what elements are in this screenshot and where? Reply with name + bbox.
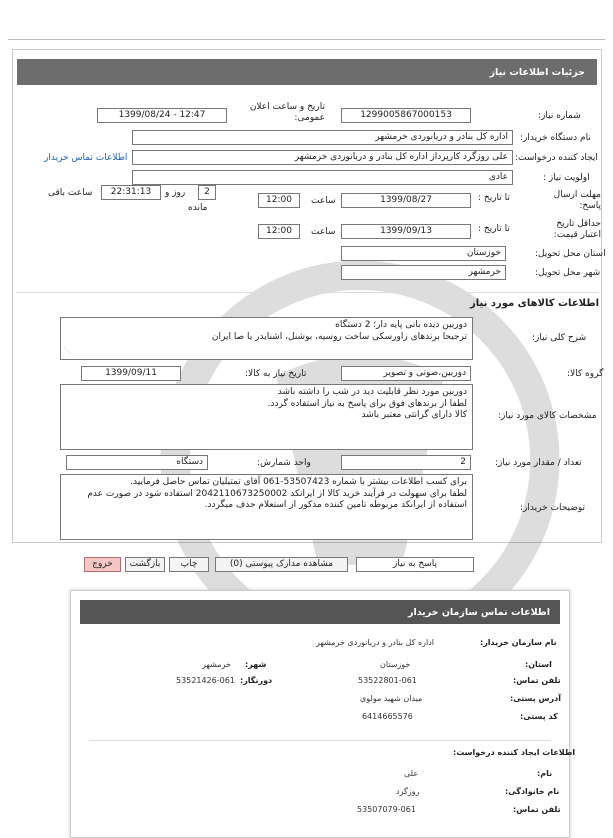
creator-last-name-label: نام خانوادگی:	[505, 787, 560, 796]
buyer-name-label: نام دستگاه خریدار:	[520, 133, 591, 143]
need-number-label: شماره نیاز:	[538, 111, 581, 121]
quantity-field: 2	[341, 455, 471, 470]
remaining-hours-label-top: ساعت باقی	[48, 188, 93, 198]
contact-phone-label: تلفن تماس:	[513, 676, 561, 685]
price-hour-label: ساعت	[311, 227, 336, 237]
print-button[interactable]: چاپ	[169, 557, 209, 572]
buyer-notes-line: استفاده از ایرانکد مربوطه تامین کننده مذکور از استعلام حذف میگردد.	[204, 500, 467, 510]
buyer-name-field: اداره کل بنادر و دریانوردی خرمشهر	[132, 130, 513, 145]
announce-field: 1399/08/24 - 12:47	[97, 108, 227, 123]
contact-address-value: میدان شهید مولوی	[360, 694, 423, 703]
top-divider	[8, 39, 605, 40]
buyer-notes-label: توضیحات خریدار:	[520, 503, 586, 513]
goods-group-label: گروه کالا:	[567, 369, 604, 379]
general-desc-line: دوربین دیده بانی پایه دار؛ 2 دستگاه	[335, 320, 467, 330]
priority-field: عادی	[132, 170, 513, 185]
contact-fax-label: دورنگار:	[240, 676, 273, 685]
remaining-days: 2	[198, 185, 216, 200]
attachments-button[interactable]: مشاهده مدارک پیوستی (0)	[215, 557, 348, 572]
specs-box	[60, 384, 473, 450]
contact-province-label: استان:	[525, 660, 552, 669]
general-desc-line: ترجیحا برندهای زاورسکی ساخت روسیه، بوشنل، اشنایدر یا صا ایران	[211, 331, 467, 342]
send-hour-label: ساعت	[311, 196, 336, 206]
contact-phone-value: 53522801-061	[358, 676, 417, 685]
buyer-notes-box	[60, 474, 473, 540]
page-title: جزئیات اطلاعات نیاز	[489, 67, 585, 78]
announce-label: تاریخ و ساعت اعلان عمومی:	[249, 102, 325, 123]
contact-postal-label: کد پستی:	[520, 712, 558, 721]
need-number-field: 1299005867000153	[341, 108, 471, 123]
contact-address-label: آدرس پستی:	[510, 694, 561, 703]
buyer-contact-card	[70, 590, 570, 838]
resize-grip-icon[interactable]: ⋰	[64, 346, 71, 355]
buyer-notes-line: برای کسب اطلاعات بیشتر با شماره 53507423-061 آقای تمتیلیان تماس حاصل فرمایید.	[130, 477, 467, 487]
org-name-value: اداره کل بنادر و دریانوردی خرمشهر	[316, 638, 435, 647]
province-field: خوزستان	[341, 246, 506, 261]
unit-field: دستگاه	[66, 455, 208, 470]
contact-card-title-bar	[80, 600, 560, 624]
general-desc-box	[60, 317, 473, 360]
remaining-hours-label-bottom: مانده	[188, 203, 208, 213]
send-deadline-date: 1399/08/27	[341, 193, 471, 208]
contact-fax-value: 53521426-061	[176, 676, 235, 685]
priority-label: اولویت نیاز :	[543, 173, 590, 183]
page-title-bar	[17, 59, 597, 85]
send-deadline-time: 12:00	[258, 193, 300, 208]
price-validity-date: 1399/09/13	[341, 224, 471, 239]
contact-city-label: شهر:	[245, 660, 267, 669]
quantity-label: تعداد / مقدار مورد نیاز:	[495, 458, 582, 468]
creator-phone-value: 53507079-061	[357, 805, 416, 814]
creator-first-name-label: نام:	[537, 769, 553, 778]
remaining-time: 22:31:13	[101, 185, 161, 200]
specs-line: دوربین مورد نظر قابلیت دید در شب را داشته باشد	[277, 387, 467, 397]
creator-first-name-value: علی	[404, 769, 419, 778]
send-until-label: تا تاریخ :	[478, 193, 510, 203]
province-label: استان محل تحویل:	[535, 249, 606, 259]
specs-label: مشخصات کالای مورد نیاز:	[498, 411, 597, 421]
send-deadline-label: مهلت ارسال پاسخ:	[553, 190, 601, 211]
creator-phone-label: تلفن تماس:	[513, 805, 561, 814]
city-label: شهر محل تحویل:	[535, 268, 601, 278]
back-button[interactable]: بازگشت	[125, 557, 165, 572]
goods-group-field: دوربین،صوتی و تصویر	[341, 366, 471, 381]
specs-line: کالا دارای گرانتی معتبر باشد	[361, 410, 467, 420]
contact-city-value: خرمشهر	[202, 660, 231, 669]
creator-field: علی روزگرد کارپرداز اداره کل بنادر و دریانوردی خرمشهر	[132, 150, 513, 165]
price-until-label: تا تاریخ :	[478, 224, 510, 234]
price-validity-time: 12:00	[258, 224, 300, 239]
buyer-notes-line: لطفا برای سهولت در فرآیند خرید کالا از ایرانکد 2042110673250002 استفاده شود در صورت عدم	[87, 488, 467, 499]
creator-label: ایجاد کننده درخواست:	[515, 153, 598, 163]
creator-last-name-value: روزگرد	[396, 787, 420, 796]
need-date-label: تاریخ نیاز به کالا:	[245, 369, 307, 379]
price-validity-label: حداقل تاریخ اعتبار قیمت:	[553, 219, 601, 240]
buyer-contact-link[interactable]: اطلاعات تماس خریدار	[44, 153, 128, 163]
org-name-label: نام سازمان خریدار:	[480, 638, 557, 647]
contact-card-title: اطلاعات تماس سازمان خریدار	[407, 607, 550, 618]
specs-line: لطفا از برندهای فوق برای پاسخ به نیاز استفاده گردد.	[267, 398, 467, 409]
unit-label: واحد شمارش:	[257, 458, 311, 468]
exit-button[interactable]: خروج	[84, 557, 121, 572]
city-field: خرمشهر	[341, 265, 506, 280]
goods-section-title: اطلاعات کالاهای مورد نیاز	[470, 298, 600, 309]
creator-section-label: اطلاعات ایجاد کننده درخواست:	[453, 748, 576, 757]
need-date-field: 1399/09/11	[81, 366, 181, 381]
contact-province-value: خوزستان	[380, 660, 411, 669]
section-divider	[16, 292, 598, 293]
contact-postal-value: 6414665576	[362, 712, 413, 721]
contact-divider	[90, 740, 550, 741]
day-and-label: روز و	[165, 188, 186, 198]
reply-button[interactable]: پاسخ به نیاز	[356, 557, 474, 572]
general-desc-label: شرح کلی نیاز:	[532, 333, 587, 343]
